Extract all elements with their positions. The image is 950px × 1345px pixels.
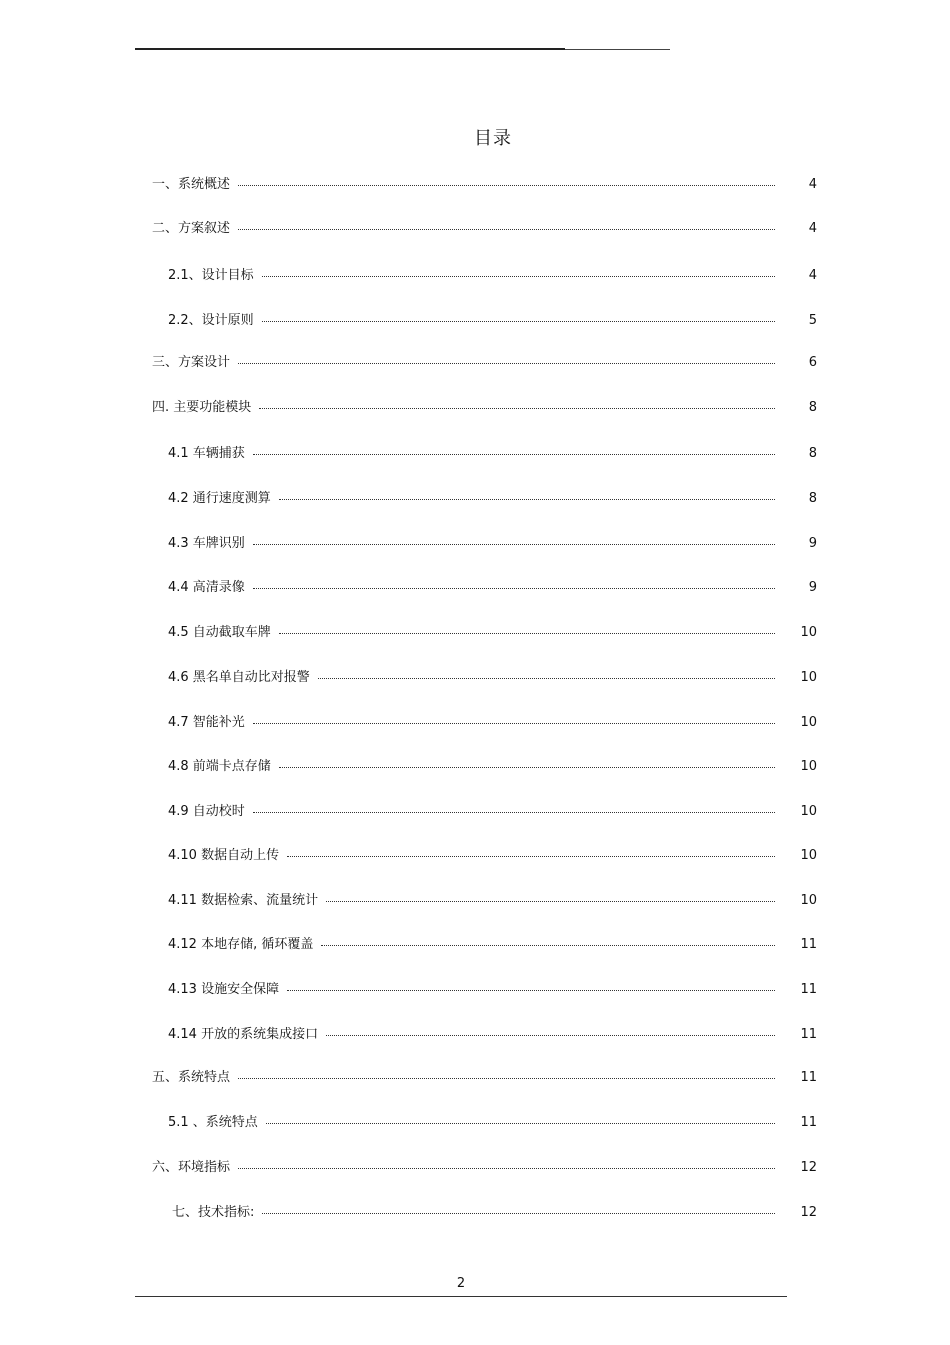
toc-entry-page: 4 [808,177,817,192]
toc-entry[interactable] [152,400,817,416]
toc-entry-page: 12 [800,1160,817,1175]
footer-rule [135,1296,787,1297]
toc-entry-page: 5 [808,313,817,328]
toc-entry[interactable] [168,670,817,686]
toc-leader-dots [318,678,775,679]
toc-entry[interactable] [168,715,817,731]
toc-entry[interactable] [168,313,817,329]
toc-leader-dots [253,812,775,813]
toc-entry-label: 4.6 黑名单自动比对报警 [168,670,310,685]
toc-leader-dots [287,990,775,991]
toc-entry-page: 10 [800,893,817,908]
toc-entry-label: 4.7 智能补光 [168,715,245,730]
toc-entry-label: 五、系统特点 [152,1070,231,1085]
toc-entry-page: 4 [808,221,817,236]
toc-entry[interactable] [168,893,817,909]
toc-leader-dots [326,901,775,902]
toc-entry-label: 一、系统概述 [152,177,231,192]
toc-entry[interactable] [152,1160,817,1176]
toc-entry-page: 11 [800,1027,817,1042]
toc-leader-dots [253,588,775,589]
toc-entry-page: 6 [808,355,817,370]
toc-leader-dots [279,499,775,500]
toc-entry-label: 2.1、设计目标 [168,268,254,283]
toc-entry-page: 8 [808,400,817,415]
toc-entry-page: 10 [800,848,817,863]
toc-entry-page: 10 [800,670,817,685]
toc-leader-dots [259,408,775,409]
toc-leader-dots [262,1213,775,1214]
toc-entry[interactable] [168,536,817,552]
toc-entry[interactable] [152,221,817,237]
toc-entry-page: 11 [800,982,817,997]
toc-leader-dots [262,276,775,277]
toc-entry-page: 11 [800,937,817,952]
toc-entry-label: 六、环境指标 [152,1160,231,1175]
toc-entry[interactable] [168,759,817,775]
toc-entry-page: 8 [808,446,817,461]
toc-leader-dots [287,856,775,857]
toc-entry-label: 2.2、设计原则 [168,313,254,328]
toc-entry[interactable] [152,355,817,371]
toc-entry[interactable] [168,446,817,462]
header-rule-thin [565,49,670,50]
toc-entry-page: 10 [800,759,817,774]
toc-leader-dots [321,945,775,946]
toc-entry-label: 三、方案设计 [152,355,231,370]
toc-leader-dots [253,454,775,455]
toc-entry-label: 七、技术指标: [172,1205,255,1220]
toc-entry[interactable] [152,1070,817,1086]
toc-entry-label: 4.10 数据自动上传 [168,848,280,863]
toc-entry[interactable] [168,982,817,998]
toc-entry-page: 11 [800,1070,817,1085]
toc-leader-dots [238,1078,775,1079]
toc-entry-label: 4.13 设施安全保障 [168,982,280,997]
toc-entry[interactable] [152,177,817,193]
toc-leader-dots [253,723,775,724]
toc-entry-label: 4.3 车牌识别 [168,536,245,551]
toc-entry-label: 5.1 、系统特点 [168,1115,258,1130]
toc-entry-label: 四. 主要功能模块 [152,400,252,415]
toc-entry-page: 11 [800,1115,817,1130]
toc-entry[interactable] [168,937,817,953]
toc-leader-dots [238,229,775,230]
toc-leader-dots [326,1035,775,1036]
toc-entry[interactable] [168,580,817,596]
toc-leader-dots [266,1123,775,1124]
toc-entry-label: 二、方案叙述 [152,221,231,236]
toc-entry-label: 4.12 本地存储, 循环覆盖 [168,937,314,952]
toc-entry-page: 10 [800,625,817,640]
toc-leader-dots [238,363,775,364]
toc-entry-label: 4.2 通行速度测算 [168,491,271,506]
page-title: 目录 [474,128,512,149]
toc-entry[interactable] [168,1115,817,1131]
toc-entry-page: 8 [808,491,817,506]
toc-entry[interactable] [168,491,817,507]
toc-entry-page: 10 [800,715,817,730]
toc-entry[interactable] [168,804,817,820]
toc-leader-dots [279,633,775,634]
toc-leader-dots [238,1168,775,1169]
toc-entry-page: 12 [800,1205,817,1220]
toc-entry[interactable] [168,848,817,864]
toc-entry-page: 9 [808,580,817,595]
toc-entry-label: 4.14 开放的系统集成接口 [168,1027,319,1042]
toc-entry[interactable] [172,1205,817,1221]
toc-entry-label: 4.4 高清录像 [168,580,245,595]
toc-entry-label: 4.11 数据检索、流量统计 [168,893,319,908]
toc-entry-page: 9 [808,536,817,551]
toc-entry[interactable] [168,1027,817,1043]
toc-entry-page: 4 [808,268,817,283]
toc-leader-dots [253,544,775,545]
toc-entry-label: 4.1 车辆捕获 [168,446,245,461]
toc-entry-label: 4.9 自动校时 [168,804,245,819]
toc-entry-label: 4.8 前端卡点存储 [168,759,271,774]
toc-leader-dots [262,321,775,322]
header-rule-thick [135,48,565,50]
toc-entry-page: 10 [800,804,817,819]
toc-leader-dots [279,767,775,768]
toc-leader-dots [238,185,775,186]
toc-entry[interactable] [168,268,817,284]
toc-entry[interactable] [168,625,817,641]
toc-entry-label: 4.5 自动截取车牌 [168,625,271,640]
page-number: 2 [456,1276,466,1291]
